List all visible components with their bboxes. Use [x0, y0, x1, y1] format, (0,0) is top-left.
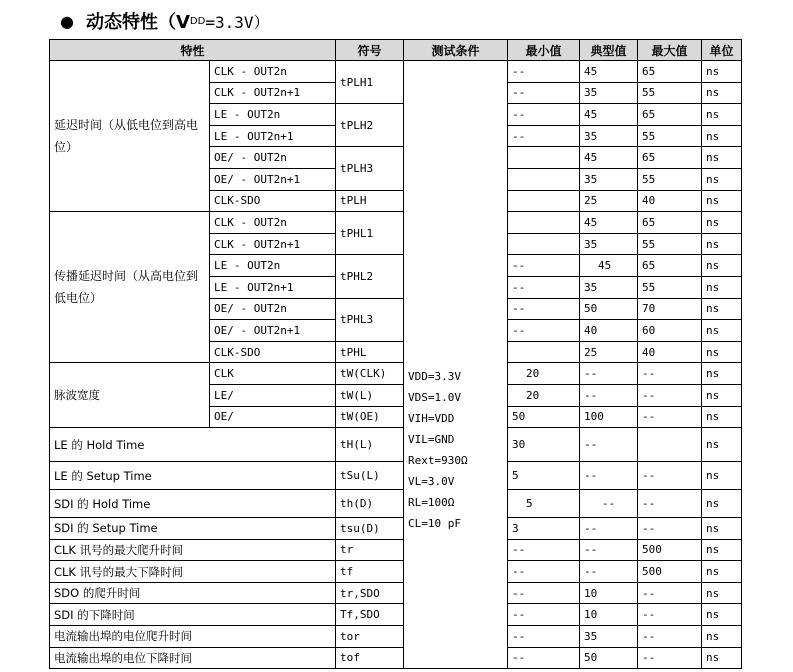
header-symbol: 符号: [336, 40, 404, 61]
symbol-cell: tPHL3: [336, 298, 404, 341]
row-name: 电流输出埠的电位爬升时间: [50, 626, 336, 648]
max-cell: [638, 428, 702, 462]
unit-cell: ns: [702, 168, 742, 190]
unit-cell: ns: [702, 61, 742, 83]
symbol-cell: th(D): [336, 490, 404, 518]
row-name: SDI 的 Setup Time: [50, 518, 336, 540]
min-cell: 5: [508, 462, 580, 490]
heading-prefix: 动态特性（V: [85, 12, 190, 33]
heading-suffix: =3.3V）: [205, 12, 270, 32]
unit-cell: ns: [702, 190, 742, 212]
typ-cell: 35: [580, 626, 638, 648]
min-cell: --: [508, 647, 580, 669]
unit-cell: ns: [702, 406, 742, 428]
bullet-icon: ●: [60, 11, 74, 31]
unit-cell: ns: [702, 518, 742, 540]
max-cell: 500: [638, 561, 702, 583]
typ-cell: --: [580, 363, 638, 385]
typ-cell: --: [580, 490, 638, 518]
symbol-cell: tPLH1: [336, 61, 404, 104]
typ-cell: 35: [580, 82, 638, 104]
header-characteristic: 特性: [50, 40, 336, 61]
max-cell: --: [638, 604, 702, 626]
symbol-cell: Tf,SDO: [336, 604, 404, 626]
min-cell: [508, 168, 580, 190]
min-cell: 20: [508, 384, 580, 406]
min-cell: 5: [508, 490, 580, 518]
row-condition: CLK-SDO: [210, 341, 336, 363]
symbol-cell: tPLH: [336, 190, 404, 212]
row-condition: CLK - OUT2n: [210, 212, 336, 234]
symbol-cell: tPLH3: [336, 147, 404, 190]
min-cell: --: [508, 276, 580, 298]
typ-cell: 100: [580, 406, 638, 428]
typ-cell: --: [580, 462, 638, 490]
row-name: SDI 的下降时间: [50, 604, 336, 626]
symbol-cell: tr,SDO: [336, 582, 404, 604]
condition-line: VDS=1.0V: [408, 390, 461, 404]
symbol-cell: tH(L): [336, 428, 404, 462]
row-condition: LE - OUT2n: [210, 104, 336, 126]
row-condition: LE - OUT2n: [210, 255, 336, 277]
unit-cell: ns: [702, 490, 742, 518]
max-cell: 40: [638, 341, 702, 363]
row-condition: LE - OUT2n+1: [210, 125, 336, 147]
typ-cell: 10: [580, 604, 638, 626]
typ-cell: 45: [580, 61, 638, 83]
condition-line: VIL=GND: [408, 432, 455, 446]
unit-cell: ns: [702, 363, 742, 385]
max-cell: --: [638, 462, 702, 490]
typ-cell: 35: [580, 276, 638, 298]
table-row: [50, 539, 742, 561]
symbol-cell: tf: [336, 561, 404, 583]
symbol-cell: tof: [336, 647, 404, 669]
test-conditions: [404, 61, 508, 669]
row-condition: LE - OUT2n+1: [210, 276, 336, 298]
symbol-cell: tSu(L): [336, 462, 404, 490]
unit-cell: ns: [702, 255, 742, 277]
max-cell: --: [638, 582, 702, 604]
unit-cell: ns: [702, 561, 742, 583]
symbol-cell: tPHL2: [336, 255, 404, 298]
min-cell: --: [508, 604, 580, 626]
max-cell: --: [638, 647, 702, 669]
row-condition: OE/ - OUT2n+1: [210, 168, 336, 190]
max-cell: 40: [638, 190, 702, 212]
unit-cell: ns: [702, 604, 742, 626]
unit-cell: ns: [702, 82, 742, 104]
unit-cell: ns: [702, 104, 742, 126]
table-row: [50, 518, 742, 540]
min-cell: --: [508, 320, 580, 342]
row-name: CLK 讯号的最大爬升时间: [50, 539, 336, 561]
table-row: [50, 647, 742, 669]
row-condition: CLK - OUT2n+1: [210, 233, 336, 255]
max-cell: 55: [638, 233, 702, 255]
group-label-plh: 延迟时间（从低电位到高电位）: [50, 61, 210, 212]
min-cell: [508, 147, 580, 169]
unit-cell: ns: [702, 212, 742, 234]
min-cell: 3: [508, 518, 580, 540]
table-row: [50, 428, 742, 462]
row-condition: CLK: [210, 363, 336, 385]
unit-cell: ns: [702, 626, 742, 648]
symbol-cell: tsu(D): [336, 518, 404, 540]
heading-subscript: DD: [189, 15, 206, 27]
max-cell: --: [638, 406, 702, 428]
typ-cell: --: [580, 539, 638, 561]
row-condition: OE/ - OUT2n+1: [210, 320, 336, 342]
max-cell: 65: [638, 61, 702, 83]
condition-line: CL=10 pF: [408, 516, 461, 530]
min-cell: --: [508, 61, 580, 83]
unit-cell: ns: [702, 147, 742, 169]
row-condition: CLK - OUT2n: [210, 61, 336, 83]
min-cell: --: [508, 582, 580, 604]
row-condition: CLK-SDO: [210, 190, 336, 212]
min-cell: --: [508, 104, 580, 126]
header-row: [50, 40, 742, 61]
max-cell: 65: [638, 255, 702, 277]
typ-cell: 45: [580, 104, 638, 126]
min-cell: 50: [508, 406, 580, 428]
table-row: [50, 561, 742, 583]
typ-cell: 45: [580, 147, 638, 169]
condition-line: VDD=3.3V: [408, 369, 461, 383]
typ-cell: --: [580, 384, 638, 406]
unit-cell: ns: [702, 298, 742, 320]
table-row: [50, 212, 742, 234]
max-cell: 55: [638, 125, 702, 147]
min-cell: --: [508, 561, 580, 583]
max-cell: --: [638, 626, 702, 648]
unit-cell: ns: [702, 539, 742, 561]
row-condition: OE/ - OUT2n: [210, 147, 336, 169]
typ-cell: 50: [580, 298, 638, 320]
unit-cell: ns: [702, 233, 742, 255]
condition-line: VIH=VDD: [408, 411, 455, 425]
unit-cell: ns: [702, 428, 742, 462]
max-cell: 500: [638, 539, 702, 561]
max-cell: 55: [638, 276, 702, 298]
row-name: SDO 的爬升时间: [50, 582, 336, 604]
table-row: [50, 604, 742, 626]
max-cell: --: [638, 384, 702, 406]
header-max: 最大值: [638, 40, 702, 61]
min-cell: [508, 233, 580, 255]
row-condition: LE/: [210, 384, 336, 406]
row-name: LE 的 Hold Time: [50, 428, 336, 462]
max-cell: 65: [638, 147, 702, 169]
symbol-cell: tW(OE): [336, 406, 404, 428]
min-cell: --: [508, 82, 580, 104]
min-cell: --: [508, 255, 580, 277]
unit-cell: ns: [702, 647, 742, 669]
typ-cell: 35: [580, 233, 638, 255]
max-cell: 65: [638, 212, 702, 234]
unit-cell: ns: [702, 384, 742, 406]
unit-cell: ns: [702, 462, 742, 490]
table-row: [50, 490, 742, 518]
table-row: [50, 626, 742, 648]
typ-cell: --: [580, 428, 638, 462]
group-label-phl: 传播延迟时间（从高电位到低电位）: [50, 212, 210, 363]
unit-cell: ns: [702, 582, 742, 604]
max-cell: --: [638, 518, 702, 540]
min-cell: 20: [508, 363, 580, 385]
row-name: SDI 的 Hold Time: [50, 490, 336, 518]
symbol-cell: tPHL1: [336, 212, 404, 255]
symbol-cell: tPLH2: [336, 104, 404, 147]
row-condition: OE/ - OUT2n: [210, 298, 336, 320]
section-heading: [60, 6, 269, 36]
min-cell: --: [508, 539, 580, 561]
unit-cell: ns: [702, 341, 742, 363]
table-row: [50, 582, 742, 604]
max-cell: --: [638, 490, 702, 518]
unit-cell: ns: [702, 320, 742, 342]
symbol-cell: tW(L): [336, 384, 404, 406]
header-unit: 单位: [702, 40, 742, 61]
max-cell: 65: [638, 104, 702, 126]
typ-cell: --: [580, 518, 638, 540]
row-name: CLK 讯号的最大下降时间: [50, 561, 336, 583]
symbol-cell: tPHL: [336, 341, 404, 363]
row-condition: OE/: [210, 406, 336, 428]
typ-cell: 25: [580, 341, 638, 363]
max-cell: 55: [638, 82, 702, 104]
header-min: 最小值: [508, 40, 580, 61]
typ-cell: 35: [580, 125, 638, 147]
typ-cell: 40: [580, 320, 638, 342]
row-condition: CLK - OUT2n+1: [210, 82, 336, 104]
table-row: [50, 462, 742, 490]
condition-line: RL=100Ω: [408, 495, 455, 509]
condition-line: Rext=930Ω: [408, 453, 468, 467]
typ-cell: 45: [580, 212, 638, 234]
table-row: [50, 61, 742, 83]
table-row: [50, 363, 742, 385]
symbol-cell: tW(CLK): [336, 363, 404, 385]
min-cell: [508, 341, 580, 363]
unit-cell: ns: [702, 125, 742, 147]
row-name: LE 的 Setup Time: [50, 462, 336, 490]
typ-cell: 10: [580, 582, 638, 604]
min-cell: [508, 190, 580, 212]
min-cell: [508, 212, 580, 234]
header-condition: 测试条件: [404, 40, 508, 61]
typ-cell: 35: [580, 168, 638, 190]
header-typ: 典型值: [580, 40, 638, 61]
min-cell: --: [508, 298, 580, 320]
typ-cell: 50: [580, 647, 638, 669]
min-cell: --: [508, 626, 580, 648]
dynamic-characteristics-table: [49, 39, 742, 669]
min-cell: --: [508, 125, 580, 147]
min-cell: 30: [508, 428, 580, 462]
unit-cell: ns: [702, 276, 742, 298]
typ-cell: 25: [580, 190, 638, 212]
max-cell: 70: [638, 298, 702, 320]
condition-line: VL=3.0V: [408, 474, 455, 488]
typ-cell: 45: [580, 255, 638, 277]
max-cell: --: [638, 363, 702, 385]
max-cell: 60: [638, 320, 702, 342]
max-cell: 55: [638, 168, 702, 190]
symbol-cell: tr: [336, 539, 404, 561]
typ-cell: --: [580, 561, 638, 583]
group-label-pw: 脉波宽度: [50, 363, 210, 428]
row-name: 电流输出埠的电位下降时间: [50, 647, 336, 669]
symbol-cell: tor: [336, 626, 404, 648]
